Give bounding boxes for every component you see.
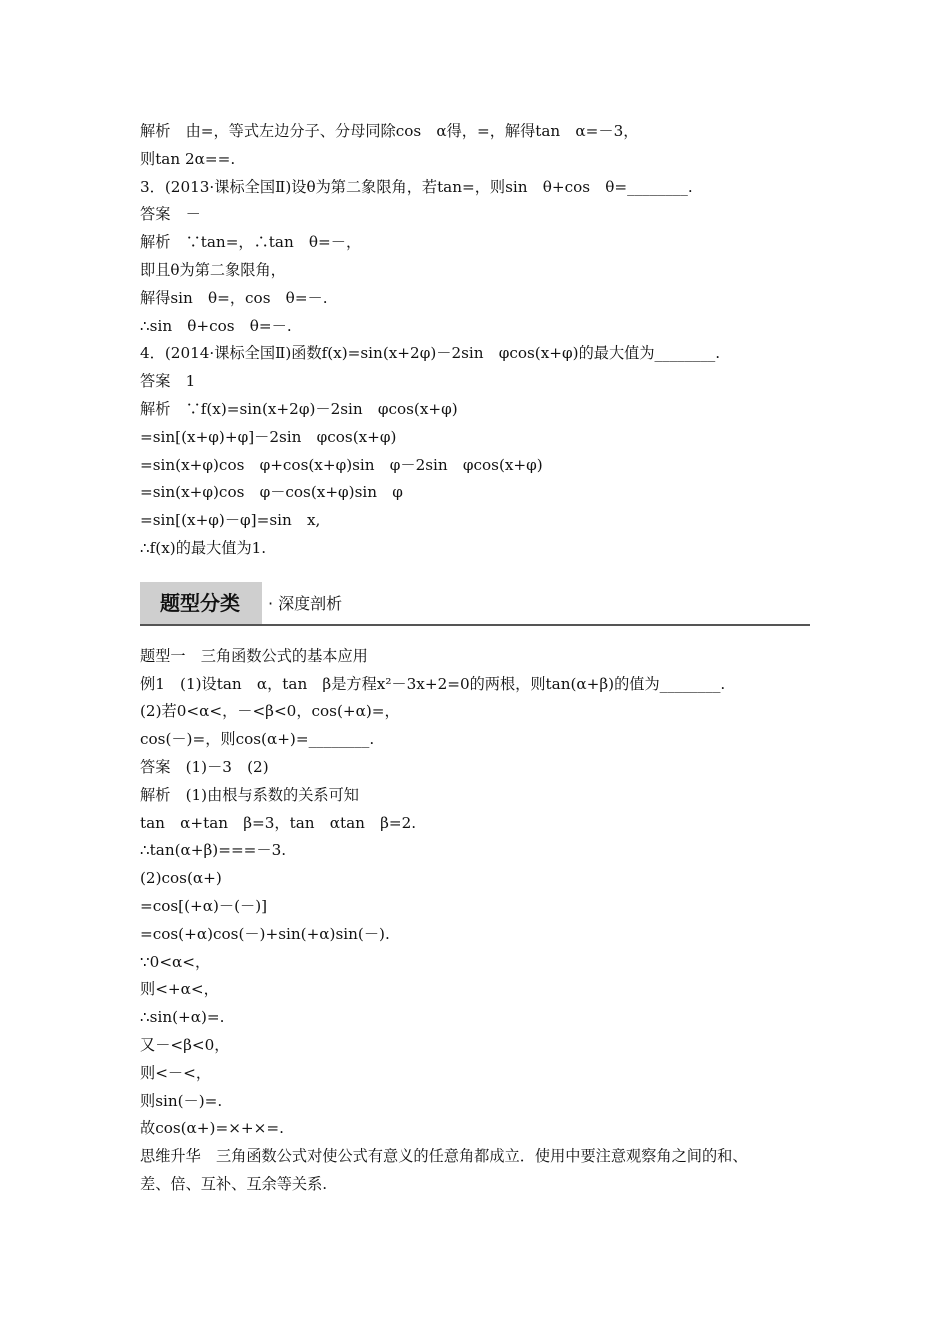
question-4: 4．(2014·课标全国Ⅱ)函数f(x)=sin(x+2φ)－2sin φcos(x+φ)的最大值为________. <box>140 344 721 363</box>
question-3: 3．(2013·课标全国Ⅱ)设θ为第二象限角，若tan=，则sin θ+cos θ=________. <box>140 177 693 196</box>
text-line: ∴f(x)的最大值为1. <box>140 538 267 557</box>
text-line: =cos[(+α)－(－)] <box>140 896 268 915</box>
text-line: 故cos(α+)=×+×=. <box>140 1119 284 1138</box>
answer-line: 答案 (1)－3 (2) <box>140 757 269 776</box>
text-line: tan α+tan β=3，tan αtan β=2. <box>140 813 417 832</box>
text-line: 则<－<， <box>140 1063 212 1082</box>
text-line: 解析 由=，等式左边分子、分母同除cos α得，=，解得tan α=－3， <box>140 122 639 140</box>
text-line: ∴tan(α+β)===－3. <box>140 841 287 860</box>
text-line: 解得sin θ=，cos θ=－. <box>140 288 328 307</box>
document-page <box>140 118 812 1199</box>
summary-line: 思维升华 三角函数公式对使公式有意义的任意角都成立．使用中要注意观察角之间的和、 <box>140 1147 748 1166</box>
text-line: =cos(+α)cos(－)+sin(+α)sin(－). <box>140 924 390 943</box>
answer-line: 答案 1 <box>140 372 196 391</box>
section-title: 题型分类 <box>160 590 240 615</box>
text-line: 则sin(－)=. <box>140 1091 223 1110</box>
text-line: 则<+α<， <box>140 980 219 999</box>
text-line: (2)cos(α+) <box>140 869 222 888</box>
text-line: ∴sin(+α)=. <box>140 1008 225 1027</box>
text-line: 又－<β<0， <box>140 1035 230 1054</box>
text-line: 解析 (1)由根与系数的关系可知 <box>140 785 359 804</box>
text-line: 解析 ∵tan=，∴tan θ=－， <box>140 233 362 252</box>
text-line: =sin[(x+φ)－φ]=sin x, <box>140 511 321 530</box>
text-block-2 <box>140 643 812 1199</box>
text-block-1 <box>140 118 812 563</box>
section-subtitle: · 深度剖析 <box>268 593 343 613</box>
text-line: ∴sin θ+cos θ=－. <box>140 316 292 335</box>
text-line: =sin[(x+φ)+φ]－2sin φcos(x+φ) <box>140 427 397 446</box>
text-line: 则tan 2α==. <box>140 149 236 168</box>
text-line: cos(－)=，则cos(α+)=________. <box>140 730 375 749</box>
topic-heading: 题型一 三角函数公式的基本应用 <box>140 646 368 665</box>
text-line: =sin(x+φ)cos φ－cos(x+φ)sin φ <box>140 483 403 502</box>
text-line: (2)若0<α<，－<β<0，cos(+α)=， <box>140 702 400 721</box>
text-line: ∵0<α<， <box>140 952 211 971</box>
example-1: 例1 (1)设tan α，tan β是方程x²－3x+2=0的两根，则tan(α+β)的值为________. <box>140 674 726 693</box>
text-line: 即且θ为第二象限角， <box>140 260 286 279</box>
text-line: 解析 ∵f(x)=sin(x+2φ)－2sin φcos(x+φ) <box>140 399 458 418</box>
section-banner <box>140 563 812 643</box>
text-line: =sin(x+φ)cos φ+cos(x+φ)sin φ－2sin φcos(x+φ) <box>140 455 543 474</box>
summary-line: 差、倍、互补、互余等关系. <box>140 1174 328 1193</box>
section-banner-bar <box>140 582 810 626</box>
answer-line: 答案 － <box>140 205 201 224</box>
